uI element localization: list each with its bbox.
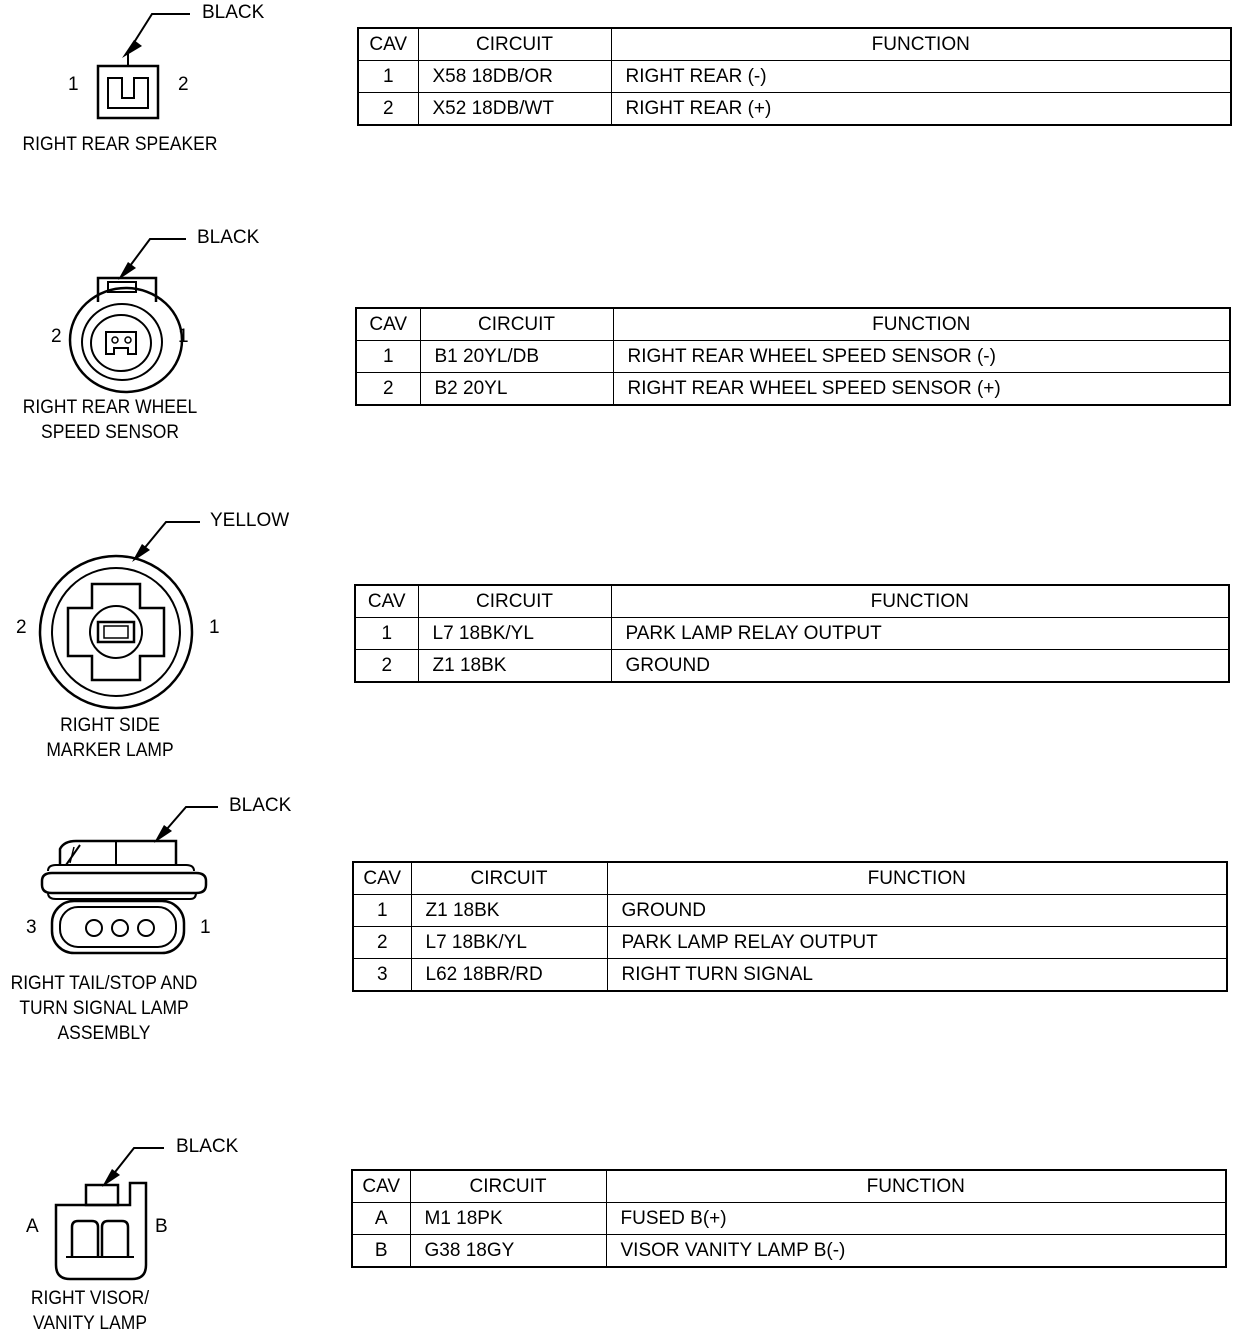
circuit-cell: Z1 18BK [418, 650, 611, 683]
circuit-cell: L7 18BK/YL [411, 927, 607, 959]
table-header-row [352, 1170, 1226, 1203]
cav-cell: 2 [355, 650, 418, 683]
table-row [353, 959, 1227, 992]
cav-cell: 1 [353, 895, 411, 927]
function-cell: GROUND [607, 895, 1227, 927]
connector-name: RIGHT SIDE MARKER LAMP [46, 715, 174, 761]
cav-cell: 1 [355, 618, 418, 650]
connector-name: RIGHT REAR SPEAKER [22, 134, 218, 155]
circuit-cell: X58 18DB/OR [418, 61, 611, 93]
circuit-cell: B1 20YL/DB [420, 341, 613, 373]
function-cell: RIGHT REAR WHEEL SPEED SENSOR (-) [613, 341, 1230, 373]
table-row [352, 1203, 1226, 1235]
circuit-cell: L62 18BR/RD [411, 959, 607, 992]
circuit-cell: B2 20YL [420, 373, 613, 406]
pin-label-left: 2 [51, 326, 62, 347]
pinout-table [355, 307, 1231, 406]
table-row [355, 618, 1229, 650]
function-header: FUNCTION [611, 28, 1231, 61]
connector-name: RIGHT TAIL/STOP AND TURN SIGNAL LAMP ASSEMBLY [10, 973, 198, 1044]
connector-color-label: BLACK [202, 2, 265, 23]
cav-cell: A [352, 1203, 410, 1235]
pin-label-left: A [26, 1216, 39, 1237]
cav-header: CAV [353, 862, 411, 895]
connector-color-label: BLACK [229, 795, 292, 816]
cav-header: CAV [358, 28, 418, 61]
function-cell: FUSED B(+) [606, 1203, 1226, 1235]
pin-label-right: 1 [178, 326, 189, 347]
connector-color-label: BLACK [176, 1136, 239, 1157]
table-header-row [356, 308, 1230, 341]
connector-name: RIGHT VISOR/ VANITY LAMP [30, 1288, 150, 1334]
function-cell: RIGHT TURN SIGNAL [607, 959, 1227, 992]
cav-cell: 1 [356, 341, 420, 373]
function-cell: PARK LAMP RELAY OUTPUT [611, 618, 1229, 650]
table-row [356, 341, 1230, 373]
table-row [353, 927, 1227, 959]
function-header: FUNCTION [613, 308, 1230, 341]
connector-right-side-marker-lamp [0, 500, 1248, 770]
table-row [352, 1235, 1226, 1268]
function-cell: RIGHT REAR (+) [611, 93, 1231, 126]
cav-cell: 2 [358, 93, 418, 126]
function-cell: GROUND [611, 650, 1229, 683]
connector-right-rear-wheel-speed-sensor [0, 220, 1248, 450]
function-cell: RIGHT REAR WHEEL SPEED SENSOR (+) [613, 373, 1230, 406]
table-row [353, 895, 1227, 927]
pin-label-left: 2 [16, 617, 27, 638]
function-cell: VISOR VANITY LAMP B(-) [606, 1235, 1226, 1268]
connector-color-label: YELLOW [210, 510, 290, 531]
table-row [358, 93, 1231, 126]
circuit-header: CIRCUIT [410, 1170, 606, 1203]
circuit-header: CIRCUIT [418, 28, 611, 61]
pinout-table [357, 27, 1232, 126]
circuit-cell: G38 18GY [410, 1235, 606, 1268]
cav-header: CAV [352, 1170, 410, 1203]
connector-right-visor-vanity-lamp [0, 1125, 1248, 1338]
pinout-table [354, 584, 1230, 683]
pinout-table [352, 861, 1228, 992]
cav-cell: 2 [353, 927, 411, 959]
pin-label-right: B [155, 1216, 168, 1237]
circuit-cell: M1 18PK [410, 1203, 606, 1235]
cav-header: CAV [355, 585, 418, 618]
cav-cell: 1 [358, 61, 418, 93]
circuit-cell: Z1 18BK [411, 895, 607, 927]
circuit-header: CIRCUIT [411, 862, 607, 895]
pin-label-left: 1 [68, 74, 79, 95]
table-row [355, 650, 1229, 683]
pin-label-right: 2 [178, 74, 189, 95]
cav-cell: 2 [356, 373, 420, 406]
circuit-header: CIRCUIT [418, 585, 611, 618]
circuit-cell: X52 18DB/WT [418, 93, 611, 126]
cav-cell: 3 [353, 959, 411, 992]
connector-right-rear-speaker [0, 0, 1248, 170]
pin-label-right: 1 [200, 917, 211, 938]
circuit-header: CIRCUIT [420, 308, 613, 341]
table-row [358, 61, 1231, 93]
table-header-row [355, 585, 1229, 618]
pin-label-left: 3 [26, 917, 37, 938]
table-header-row [353, 862, 1227, 895]
function-header: FUNCTION [611, 585, 1229, 618]
cav-cell: B [352, 1235, 410, 1268]
connector-name: RIGHT REAR WHEEL SPEED SENSOR [22, 397, 198, 443]
pinout-table [351, 1169, 1227, 1268]
function-cell: RIGHT REAR (-) [611, 61, 1231, 93]
pin-label-right: 1 [209, 617, 220, 638]
cav-header: CAV [356, 308, 420, 341]
table-header-row [358, 28, 1231, 61]
function-header: FUNCTION [607, 862, 1227, 895]
circuit-cell: L7 18BK/YL [418, 618, 611, 650]
function-header: FUNCTION [606, 1170, 1226, 1203]
function-cell: PARK LAMP RELAY OUTPUT [607, 927, 1227, 959]
table-row [356, 373, 1230, 406]
connector-right-tail-stop-turn-lamp [0, 785, 1248, 1055]
connector-color-label: BLACK [197, 227, 260, 248]
